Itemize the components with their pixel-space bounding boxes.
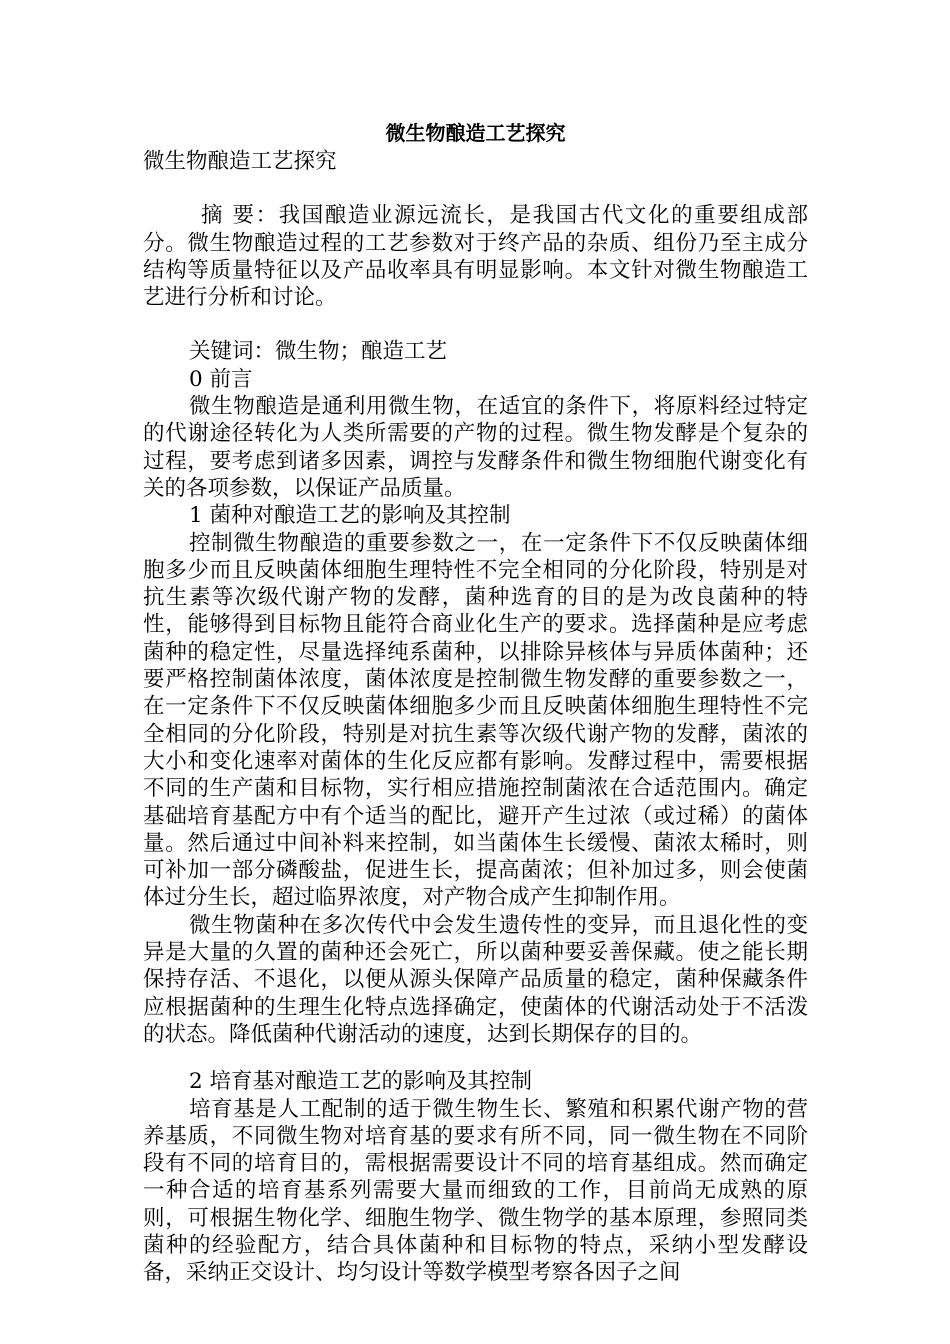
spacer (143, 175, 808, 202)
spacer (143, 1048, 808, 1068)
document-page (143, 120, 808, 1287)
section-0-heading: 0 前言 (189, 366, 253, 392)
document-subtitle: 微生物酿造工艺探究 (143, 149, 337, 174)
section-1-paragraph-1: 控制微生物酿造的重要参数之一，在一定条件下不仅反映菌体细胞多少而且反映菌体细胞生理特性不完全相同的分化阶段，特别是对抗生素等次级代谢产物的发酵，菌种选育的目的是为改良菌种的特性，能够得到目标物且能符合商业化生产的要求。选择菌种是应考虑菌种的稳定性，尽量选择纯系菌种，以排除异核体与异质体菌种；还要严格控制菌体浓度，菌体浓度是控制微生物发酵的重要参数之一，在一定条件下不仅反映菌体细胞多少而且反映菌体细胞生理特性不完全相同的分化阶段，特别是对抗生素等次级代谢产物的发酵，菌浓的大小和变化速率对菌体的生化反应都有影响。发酵过程中，需要根据不同的生产菌和目标物，实行相应措施控制菌浓在合适范围内。确定基础培育基配方中有个适当的配比，避开产生过浓（或过稀）的菌体量。然后通过中间补料来控制，如当菌体生长缓慢、菌浓太稀时，则可补加一部分磷酸盐，促进生长，提高菌浓；但补加过多，则会使菌体过分生长，超过临界浓度，对产物合成产生抑制作用。 (143, 530, 808, 911)
document-title: 微生物酿造工艺探究 (385, 121, 566, 145)
section-0-paragraph: 微生物酿造是通利用微生物，在适宜的条件下，将原料经过特定的代谢途径转化为人类所需要的产物的过程。微生物发酵是个复杂的过程，要考虑到诸多因素，调控与发酵条件和微生物细胞代谢变化有关的各项参数，以保证产品质量。 (143, 394, 808, 501)
section-2-paragraph-1: 培育基是人工配制的适于微生物生长、繁殖和积累代谢产物的营养基质，不同微生物对培育基的要求有所不同，同一微生物在不同阶段有不同的培育目的，需根据需要设计不同的培育基组成。然而确定一种合适的培育基系列需要大量而细致的工作，目前尚无成熟的原则，可根据生物化学、细胞生物学、微生物学的基本原理，参照同类菌种的经验配方，结合具体菌种和目标物的特点，采纳小型发酵设备，采纳正交设计、均匀设计等数学模型考察各因子之间 (143, 1096, 808, 1286)
keywords-line: 关键词：微生物；酿造工艺 (189, 339, 448, 365)
section-1-heading: 1 菌种对酿造工艺的影响及其控制 (189, 503, 511, 529)
section-1-paragraph-2: 微生物菌种在多次传代中会发生遗传性的变异，而且退化性的变异是大量的久置的菌种还会死亡，所以菌种要妥善保藏。使之能长期保持存活、不退化，以便从源头保障产品质量的稳定，菌种保藏条件应根据菌种的生理生化特点选择确定，使菌体的代谢活动处于不活泼的状态。降低菌种代谢活动的速度，达到长期保存的目的。 (143, 912, 808, 1047)
section-2-heading: 2 培育基对酿造工艺的影响及其控制 (189, 1069, 533, 1095)
abstract-paragraph: 摘 要：我国酿造业源远流长，是我国古代文化的重要组成部分。微生物酿造过程的工艺参数对于终产品的杂质、组份乃至主成分结构等质量特征以及产品收率具有明显影响。本文针对微生物酿造工艺进行分析和讨论。 (143, 203, 808, 311)
spacer (143, 311, 808, 338)
